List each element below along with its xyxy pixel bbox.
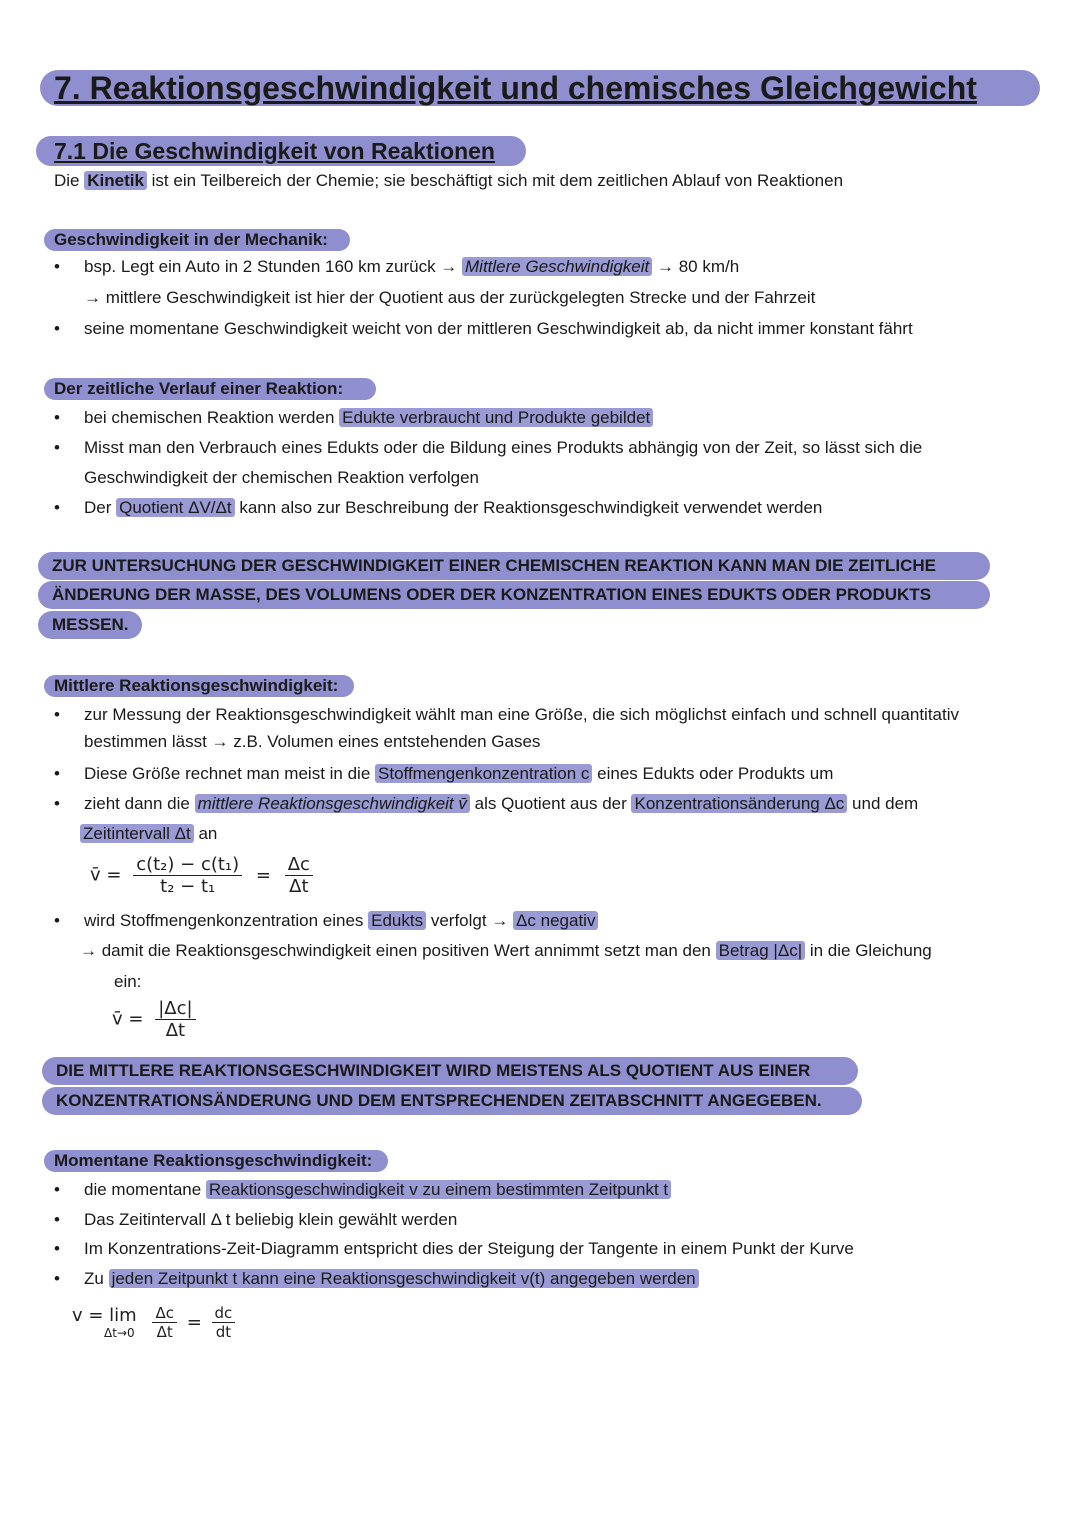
mittlere-bullet-2: Diese Größe rechnet man meist in die Stoffmengenkonzentration c eines Edukts oder Produkts um [84,764,834,783]
momentane-bullet-4: Zu jeden Zeitpunkt t kann eine Reaktionsgeschwindigkeit v(t) angegeben werden [84,1268,699,1290]
mittlere-bullet-4: wird Stoffmengenkonzentration eines Edukts verfolgt → Δc negativ [84,910,598,932]
mechanik-bullet-1-cont: → mittlere Geschwindigkeit ist hier der Quotient aus der zurückgelegten Strecke und der Fahrzeit [84,288,816,307]
title-banner [40,70,1040,106]
bullet: • [54,408,60,427]
caption-2-line-1: DIE MITTLERE REAKTIONSGESCHWINDIGKEIT WIRD MEISTENS ALS QUOTIENT AUS EINER [42,1057,858,1085]
bullet: • [54,438,60,457]
momentane-bullet-1: die momentane Reaktionsgeschwindigkeit v zu einem bestimmten Zeitpunkt t [84,1179,671,1201]
verlauf-bullet-2-line2: Geschwindigkeit der chemischen Reaktion verfolgen [84,468,479,487]
bullet: • [54,794,60,813]
intro-text: Die Kinetik ist ein Teilbereich der Chemie; sie beschäftigt sich mit dem zeitlichen Ablauf von Reaktionen [54,171,844,190]
formula-mean-rate-abs: v̄ = $\frac{|\Delta c|}{\Delta t}$ [112,998,196,1041]
verlauf-bullet-2-line1: Misst man den Verbrauch eines Edukts oder die Bildung eines Produkts abhängig von der Zeit, so lässt sich die [84,438,923,457]
mittlere-bullet-4-cont-line2: ein: [114,972,142,991]
mittlere-heading: Mittlere Reaktionsgeschwindigkeit: [44,675,354,697]
momentane-heading: Momentane Reaktionsgeschwindigkeit: [44,1150,388,1172]
caption-1-line-3: MESSEN. [38,611,142,639]
bullet: • [54,1239,60,1258]
bullet: • [54,1269,60,1288]
verlauf-bullet-3: Der Quotient ΔV/Δt kann also zur Beschreibung der Reaktionsgeschwindigkeit verwendet werden [84,498,823,517]
mechanik-bullet-1: bsp. Legt ein Auto in 2 Stunden 160 km zurück → Mittlere Geschwindigkeit → 80 km/h [84,257,740,276]
caption-2-line-2: KONZENTRATIONSÄNDERUNG UND DEM ENTSPRECHENDEN ZEITABSCHNITT ANGEGEBEN. [42,1087,862,1115]
section-banner [36,136,526,166]
verlauf-bullet-1: bei chemischen Reaktion werden Edukte verbraucht und Produkte gebildet [84,407,653,429]
momentane-bullet-3: Im Konzentrations-Zeit-Diagramm entspricht dies der Steigung der Tangente in einem Punkt der Kurve [84,1239,854,1258]
mittlere-bullet-3-line2: Zeitintervall Δt an [80,823,217,845]
bullet: • [54,911,60,930]
bullet: • [54,498,60,517]
bullet: • [54,705,60,724]
bullet: • [54,319,60,338]
mittlere-bullet-1-line1: zur Messung der Reaktionsgeschwindigkeit wählt man eine Größe, die sich möglichst einfach und schnell quantitativ [84,705,960,724]
formula-mean-rate: v̄ = $\frac{\text{c(t₂) − c(t₁)}}{\text{t₂ − t₁}}$ = $\frac{\Delta c}{\Delta t}$ [90,854,313,897]
mittlere-bullet-3: zieht dann die mittlere Reaktionsgeschwindigkeit v̄ als Quotient aus der Konzentrationsänderung Δc und dem [84,794,919,813]
mittlere-bullet-4-cont: → damit die Reaktionsgeschwindigkeit einen positiven Wert annimmt setzt man den Betrag |Δc| in die Gleichung [80,941,932,960]
page-title: 7. Reaktionsgeschwindigkeit und chemisches Gleichgewicht [54,70,977,106]
bullet: • [54,257,60,276]
caption-1-line-2: ÄNDERUNG DER MASSE, DES VOLUMENS ODER DER KONZENTRATION EINES EDUKTS ODER PRODUKTS [38,581,990,609]
mechanik-heading: Geschwindigkeit in der Mechanik: [44,229,350,251]
bullet: • [54,1180,60,1199]
formula-instant-rate: v = lim Δt→0 $\frac{\Delta c}{\Delta t}$ = $\frac{dc}{dt}$ [72,1304,235,1341]
bullet: • [54,1210,60,1229]
intro-highlight: Kinetik [84,171,147,190]
mechanik-bullet-2: seine momentane Geschwindigkeit weicht von der mittleren Geschwindigkeit ab, da nicht immer konstant fährt [84,319,913,338]
mittlere-bullet-1-line2: bestimmen lässt → z.B. Volumen eines entstehenden Gases [84,732,541,751]
momentane-bullet-2: Das Zeitintervall Δ t beliebig klein gewählt werden [84,1210,458,1229]
section-title: 7.1 Die Geschwindigkeit von Reaktionen [54,138,495,164]
verlauf-heading: Der zeitliche Verlauf einer Reaktion: [44,378,376,400]
caption-1-line-1: ZUR UNTERSUCHUNG DER GESCHWINDIGKEIT EINER CHEMISCHEN REAKTION KANN MAN DIE ZEITLICHE [38,552,990,580]
bullet: • [54,764,60,783]
